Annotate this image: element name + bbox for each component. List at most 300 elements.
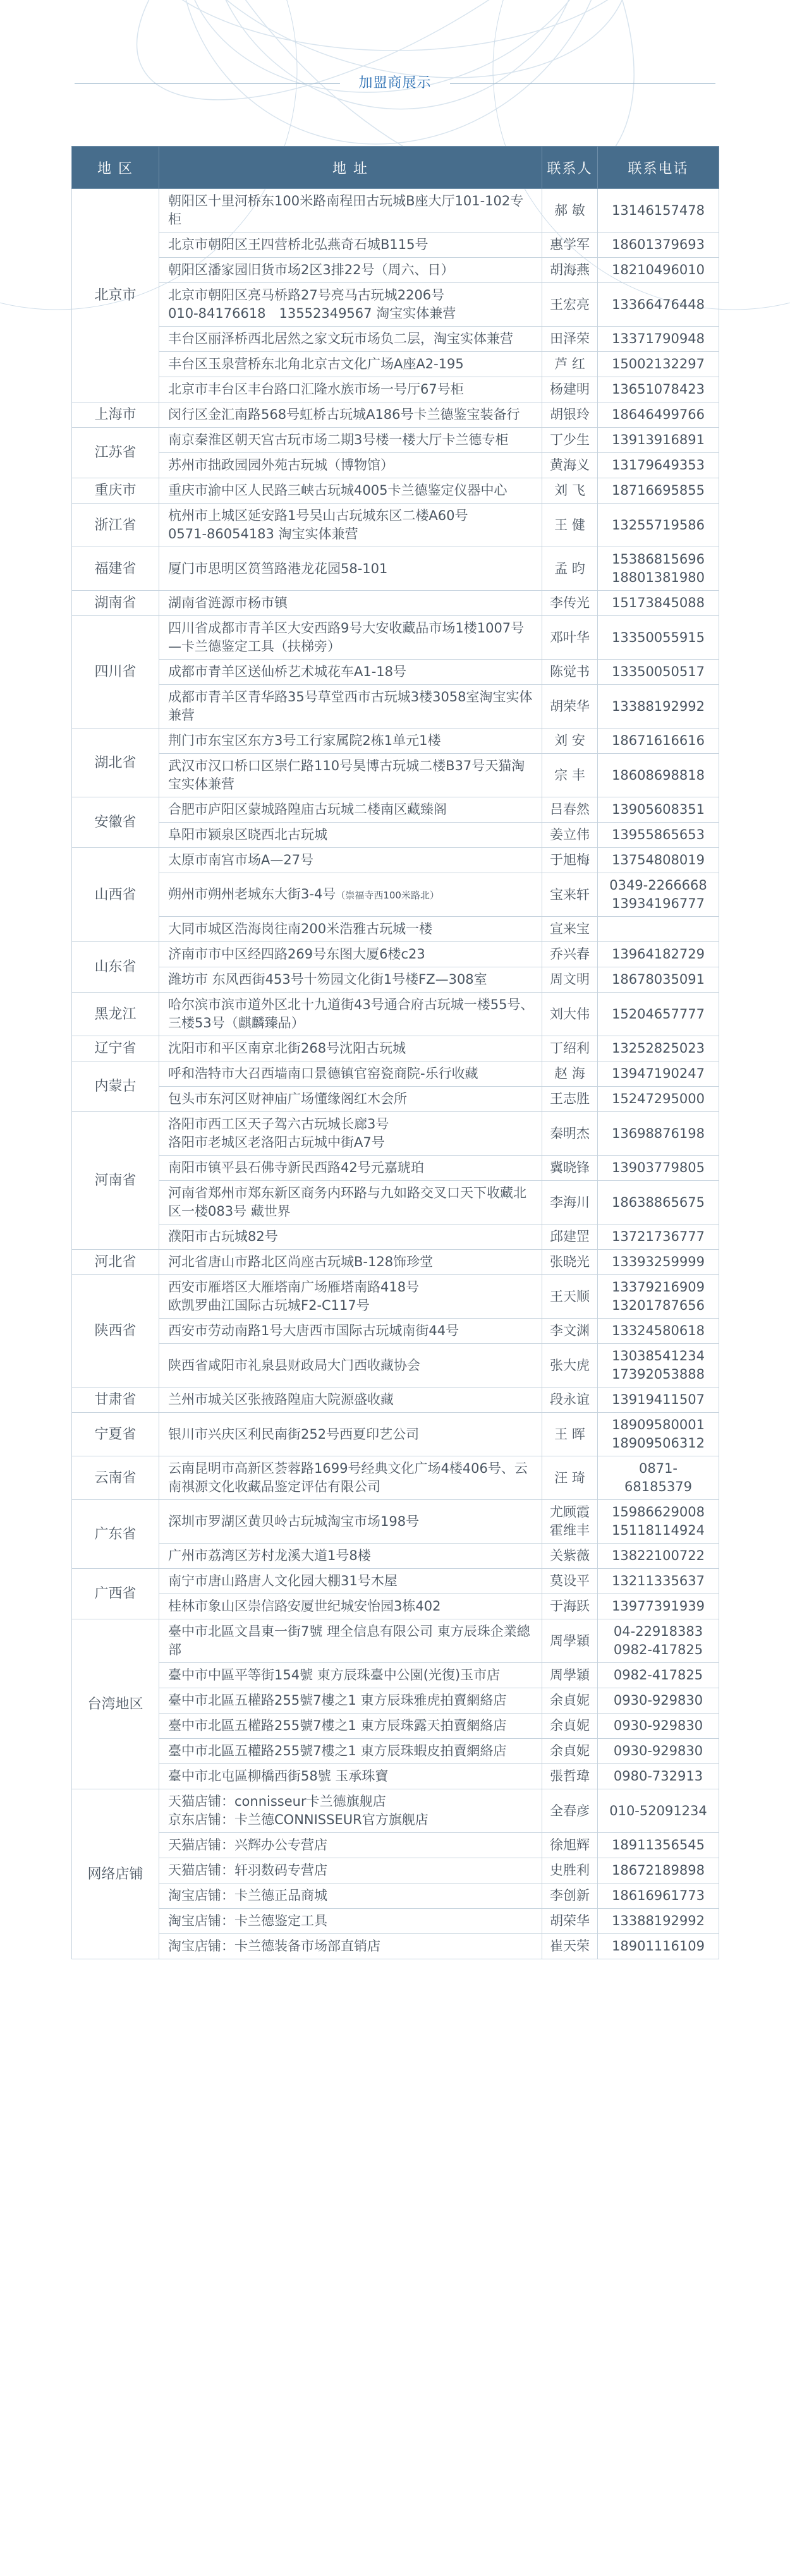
phone-cell (598, 1413, 719, 1456)
table-row (72, 1714, 719, 1739)
section-title (75, 71, 715, 96)
contact-cell: 吕春然 (542, 797, 598, 823)
phone-cell (598, 1739, 719, 1764)
phone-number: 0871- (638, 1461, 678, 1476)
address-cell (159, 327, 542, 352)
phone-number: 13754808019 (612, 852, 705, 868)
address-cell (159, 660, 542, 685)
phone-cell (598, 258, 719, 283)
phone-number: 13977391939 (612, 1599, 705, 1614)
address-cell (159, 1739, 542, 1764)
address-cell (159, 283, 542, 327)
address-line: 天猫店铺：兴辉办公专营店 (168, 1837, 327, 1853)
table-row (72, 1884, 719, 1909)
table-row (72, 547, 719, 591)
contact-cell: 周學穎 (542, 1663, 598, 1688)
phone-cell (598, 1764, 719, 1789)
address-cell (159, 1275, 542, 1319)
address-line: 兰州市城关区张掖路隍庙大院源盛收藏 (168, 1392, 394, 1407)
phone-number: 13388192992 (612, 698, 705, 714)
table-row (72, 797, 719, 823)
phone-number: 13371790948 (612, 331, 705, 346)
contact-cell: 李文渊 (542, 1319, 598, 1344)
address-line: 济南市市中区经四路269号东图大厦6楼c23 (168, 946, 425, 962)
phone-cell (598, 352, 719, 377)
table-row (72, 1594, 719, 1619)
table-row (72, 685, 719, 729)
address-cell (159, 428, 542, 453)
contact-cell: 王宏亮 (542, 283, 598, 327)
phone-number: 18638865675 (612, 1194, 705, 1210)
address-line: 北京市丰台区丰台路口汇隆水族市场一号厅67号柜 (168, 382, 464, 397)
address-cell (159, 1250, 542, 1275)
address-line: 河北省唐山市路北区尚座古玩城B-128饰珍堂 (168, 1254, 434, 1269)
title-divider-right (450, 83, 715, 84)
address-cell (159, 1087, 542, 1112)
phone-number: 13822100722 (612, 1548, 705, 1563)
contact-cell: 刘 安 (542, 729, 598, 754)
address-cell (159, 616, 542, 660)
table-row (72, 352, 719, 377)
address-line: 成都市青羊区青华路35号草堂西市古玩城3楼3058室淘宝实体兼营 (168, 689, 533, 723)
phone-cell (598, 848, 719, 873)
table-row (72, 1663, 719, 1688)
address-line: 丰台区玉泉营桥东北角北京古文化广场A座A2-195 (168, 356, 464, 372)
address-line: 沈阳市和平区南京北街268号沈阳古玩城 (168, 1041, 406, 1056)
phone-cell (598, 797, 719, 823)
table-row (72, 1544, 719, 1569)
phone-number: 13947190247 (612, 1066, 705, 1081)
address-line: 西安市雁塔区大雁塔南广场雁塔南路418号 (168, 1279, 420, 1295)
phone-number: 18671616616 (612, 733, 705, 748)
phone-cell (598, 1688, 719, 1714)
region-cell: 上海市 (72, 402, 159, 428)
address-line: 广州市荔湾区芳村龙溪大道1号8楼 (168, 1548, 371, 1563)
phone-cell (598, 1594, 719, 1619)
phone-number: 0930-929830 (613, 1718, 703, 1733)
address-cell (159, 1156, 542, 1181)
address-cell (159, 1319, 542, 1344)
table-row (72, 1456, 719, 1500)
contact-cell: 王 晖 (542, 1413, 598, 1456)
address-cell (159, 1594, 542, 1619)
table-row (72, 754, 719, 797)
table-row (72, 327, 719, 352)
contact-cell: 冀晓锋 (542, 1156, 598, 1181)
table-row (72, 1934, 719, 1959)
region-cell: 四川省 (72, 616, 159, 729)
phone-number: 18646499766 (612, 407, 705, 422)
address-line: 包头市东河区财神庙广场懂缘阁红木会所 (168, 1091, 407, 1106)
address-line: 天猫店铺：轩羽数码专营店 (168, 1863, 327, 1878)
phone-number: 13964182729 (612, 946, 705, 962)
table-row (72, 873, 719, 917)
address-cell (159, 823, 542, 848)
region-cell: 湖南省 (72, 591, 159, 616)
header-region: 地 区 (72, 147, 159, 189)
phone-cell (598, 1344, 719, 1388)
table-row (72, 1112, 719, 1156)
phone-number: 18716695855 (612, 483, 705, 498)
address-line: 杭州市上城区延安路1号吴山古玩城东区二楼A60号 (168, 508, 468, 523)
phone-number: 0982-417825 (613, 1667, 703, 1683)
phone-cell (598, 1884, 719, 1909)
phone-number: 18801381980 (612, 570, 705, 585)
phone-cell (598, 1909, 719, 1934)
address-line: 合肥市庐阳区蒙城路隍庙古玩城二楼南区藏臻阁 (168, 802, 447, 817)
address-cell (159, 1764, 542, 1789)
address-cell (159, 754, 542, 797)
phone-number: 13211335637 (612, 1573, 705, 1588)
phone-cell (598, 1544, 719, 1569)
phone-number: 13038541234 (612, 1348, 705, 1364)
address-line: 苏州市拙政园园外苑古玩城（博物馆） (168, 457, 394, 473)
address-line: 河南省郑州市郑东新区商务内环路与九如路交叉口天下收藏北区一楼083号 藏世界 (168, 1185, 526, 1219)
table-row (72, 1275, 719, 1319)
region-cell: 北京市 (72, 189, 159, 402)
contact-cell: 尤顾霞 霍维丰 (542, 1500, 598, 1544)
table-row (72, 1388, 719, 1413)
table-row (72, 1156, 719, 1181)
address-line: 丰台区丽泽桥西北居然之家文玩市场负二层，淘宝实体兼营 (168, 331, 513, 346)
contact-cell: 王天顺 (542, 1275, 598, 1319)
address-line: 臺中市中區平等街154號 東方辰珠臺中公園(光復)玉市店 (168, 1667, 501, 1683)
table-row (72, 1858, 719, 1884)
phone-cell (598, 823, 719, 848)
address-line: 臺中市北屯區柳橋西街58號 玉承珠寶 (168, 1769, 389, 1784)
address-cell (159, 1413, 542, 1456)
address-line: 成都市青羊区送仙桥艺术城花车A1-18号 (168, 664, 407, 679)
phone-number: 13903779805 (612, 1160, 705, 1175)
contact-cell: 莫设平 (542, 1569, 598, 1594)
phone-number: 18608698818 (612, 767, 705, 783)
region-cell: 云南省 (72, 1456, 159, 1500)
phone-number: 13955865653 (612, 827, 705, 842)
phone-cell (598, 283, 719, 327)
phone-number: 13324580618 (612, 1323, 705, 1338)
address-line: 南宁市唐山路唐人文化园大棚31号木屋 (168, 1573, 398, 1588)
address-line: 臺中市北區五權路255號7樓之1 東方辰珠蝦皮拍賣網絡店 (168, 1743, 507, 1758)
table-row (72, 967, 719, 993)
address-line: 朔州市朔州老城东大街3-4号 (168, 886, 336, 902)
phone-number: 0980-732913 (613, 1769, 703, 1784)
phone-cell (598, 993, 719, 1036)
phone-cell (598, 478, 719, 504)
contact-cell: 张晓光 (542, 1250, 598, 1275)
contact-cell: 胡荣华 (542, 1909, 598, 1934)
table-row (72, 1739, 719, 1764)
phone-number: 18601379693 (612, 237, 705, 252)
decorative-arc (130, 0, 660, 51)
address-line: 臺中市北區文昌東一街7號 理全信息有限公司 東方辰珠企業總部 (168, 1624, 530, 1657)
address-cell (159, 1112, 542, 1156)
phone-number: 15386815696 (612, 552, 705, 567)
contact-cell: 黄海义 (542, 453, 598, 478)
table-row (72, 1569, 719, 1594)
address-cell (159, 189, 542, 233)
address-cell (159, 1663, 542, 1688)
table-header-row (72, 147, 719, 189)
contact-cell: 刘大伟 (542, 993, 598, 1036)
table-row (72, 616, 719, 660)
address-line: 四川省成都市青羊区大安西路9号大安收藏品市场1楼1007号—卡兰德鉴定工具（扶梯旁） (168, 620, 525, 654)
address-line: 潍坊市 东风西街453号十笏园文化街1号楼FZ—308室 (168, 972, 487, 987)
phone-number: 13350050517 (612, 664, 705, 679)
address-cell (159, 1884, 542, 1909)
address-cell (159, 797, 542, 823)
phone-number: 15986629008 (612, 1504, 705, 1520)
table-row (72, 1789, 719, 1833)
table-row (72, 283, 719, 327)
address-line: 淘宝店铺：卡兰德鉴定工具 (168, 1913, 327, 1928)
address-line: 洛阳市老城区老洛阳古玩城中街A7号 (168, 1135, 385, 1150)
phone-number: 13393259999 (612, 1254, 705, 1269)
address-line: 010-84176618 13552349567 淘宝实体兼营 (168, 306, 456, 321)
phone-number: 13350055915 (612, 629, 705, 645)
region-cell: 山西省 (72, 848, 159, 942)
phone-cell (598, 504, 719, 547)
region-cell: 台湾地区 (72, 1619, 159, 1789)
table-row (72, 1036, 719, 1061)
address-cell (159, 591, 542, 616)
contact-cell: 于海跃 (542, 1594, 598, 1619)
phone-cell (598, 1789, 719, 1833)
contact-cell: 田泽荣 (542, 327, 598, 352)
address-cell (159, 1909, 542, 1934)
phone-cell (598, 1112, 719, 1156)
phone-cell (598, 327, 719, 352)
table-row (72, 1833, 719, 1858)
contact-cell: 芦 红 (542, 352, 598, 377)
phone-cell (598, 1833, 719, 1858)
phone-number: 13201787656 (612, 1298, 705, 1313)
address-cell (159, 1456, 542, 1500)
address-line: 呼和浩特市大召西墙南口景德镇官窑瓷商院-乐行收藏 (168, 1066, 478, 1081)
address-line: 闵行区金汇南路568号虹桥古玩城A186号卡兰德鉴宝装备行 (168, 407, 520, 422)
phone-cell (598, 729, 719, 754)
phone-number: 13179649353 (612, 457, 705, 473)
phone-cell (598, 547, 719, 591)
table-row (72, 1688, 719, 1714)
address-line: 桂林市象山区崇信路安厦世纪城安怡园3栋402 (168, 1599, 441, 1614)
address-cell (159, 1934, 542, 1959)
phone-cell (598, 1087, 719, 1112)
address-line: 0571-86054183 淘宝实体兼营 (168, 526, 358, 541)
address-line: 银川市兴庆区利民南街252号西夏印艺公司 (168, 1426, 420, 1442)
phone-number: 18911356545 (612, 1837, 705, 1853)
address-line: 洛阳市西工区天子驾六古玩城长廊3号 (168, 1116, 389, 1132)
contact-cell: 于旭梅 (542, 848, 598, 873)
table-row (72, 1181, 719, 1225)
contact-cell: 姜立伟 (542, 823, 598, 848)
phone-cell (598, 453, 719, 478)
contact-cell: 周文明 (542, 967, 598, 993)
region-cell: 福建省 (72, 547, 159, 591)
phone-number: 18909580001 (612, 1417, 705, 1432)
phone-cell (598, 189, 719, 233)
phone-number: 13934196777 (612, 896, 705, 911)
contact-cell: 王 健 (542, 504, 598, 547)
address-line: 北京市朝阳区王四营桥北弘燕奇石城B115号 (168, 237, 428, 252)
phone-number: 68185379 (624, 1479, 692, 1494)
contact-cell: 邓叶华 (542, 616, 598, 660)
table-row (72, 478, 719, 504)
region-cell: 湖北省 (72, 729, 159, 797)
contact-cell: 張哲瑋 (542, 1764, 598, 1789)
region-cell: 甘肃省 (72, 1388, 159, 1413)
address-note: （崇福寺西100米路北） (336, 889, 439, 901)
address-cell (159, 1544, 542, 1569)
phone-cell (598, 1061, 719, 1087)
region-cell: 重庆市 (72, 478, 159, 504)
contact-cell: 余貞妮 (542, 1688, 598, 1714)
phone-cell (598, 377, 719, 402)
phone-number: 13913916891 (612, 432, 705, 447)
phone-cell (598, 1456, 719, 1500)
region-cell: 安徽省 (72, 797, 159, 848)
contact-cell: 胡荣华 (542, 685, 598, 729)
address-cell (159, 1036, 542, 1061)
address-line: 武汉市汉口桥口区崇仁路110号昊博古玩城二楼B37号天猫淘宝实体兼营 (168, 758, 525, 792)
phone-cell (598, 1275, 719, 1319)
phone-cell (598, 402, 719, 428)
phone-cell (598, 1250, 719, 1275)
address-line: 湖南省涟源市杨市镇 (168, 595, 288, 610)
address-line: 臺中市北區五權路255號7樓之1 東方辰珠雅虎拍賣網絡店 (168, 1693, 507, 1708)
decorative-arc (145, 0, 645, 138)
phone-cell (598, 1225, 719, 1250)
table-row (72, 1319, 719, 1344)
phone-number: 17392053888 (612, 1367, 705, 1382)
phone-number: 18210496010 (612, 262, 705, 277)
contact-cell: 张大虎 (542, 1344, 598, 1388)
address-cell (159, 1388, 542, 1413)
phone-cell (598, 1319, 719, 1344)
contact-cell: 段永谊 (542, 1388, 598, 1413)
region-cell: 内蒙古 (72, 1061, 159, 1112)
address-cell (159, 967, 542, 993)
phone-number: 04-22918383 (613, 1624, 703, 1639)
contact-cell: 周學穎 (542, 1619, 598, 1663)
contact-cell: 全春彦 (542, 1789, 598, 1833)
address-cell (159, 478, 542, 504)
table-row (72, 1500, 719, 1544)
table-row (72, 1413, 719, 1456)
phone-cell (598, 1500, 719, 1544)
contact-cell: 郝 敏 (542, 189, 598, 233)
phone-number: 13721736777 (612, 1229, 705, 1244)
address-line: 南京秦淮区朝天宫古玩市场二期3号楼一楼大厅卡兰德专柜 (168, 432, 509, 447)
phone-cell (598, 591, 719, 616)
address-cell (159, 453, 542, 478)
table-row (72, 402, 719, 428)
table-row (72, 591, 719, 616)
address-cell (159, 1344, 542, 1388)
contact-cell: 乔兴春 (542, 942, 598, 967)
address-line: 厦门市思明区筼筜路港龙花园58-101 (168, 560, 388, 576)
address-cell (159, 1833, 542, 1858)
contact-cell: 李创新 (542, 1884, 598, 1909)
phone-number: 15002132297 (612, 356, 705, 372)
table-row (72, 1619, 719, 1663)
phone-number: 0930-929830 (613, 1743, 703, 1758)
table-row (72, 729, 719, 754)
header-contact: 联系人 (542, 147, 598, 189)
table-row (72, 1087, 719, 1112)
phone-number: 13252825023 (612, 1041, 705, 1056)
contact-cell: 胡海燕 (542, 258, 598, 283)
phone-number: 13698876198 (612, 1125, 705, 1141)
header-address: 地 址 (159, 147, 542, 189)
contact-cell: 王志胜 (542, 1087, 598, 1112)
address-line: 朝阳区潘家园旧货市场2区3排22号（周六、日） (168, 262, 454, 277)
table-row (72, 1344, 719, 1388)
phone-number: 18616961773 (612, 1888, 705, 1903)
contact-cell: 徐旭辉 (542, 1833, 598, 1858)
address-cell (159, 873, 542, 917)
phone-number: 13388192992 (612, 1913, 705, 1928)
phone-number: 13919411507 (612, 1392, 705, 1407)
phone-cell (598, 1569, 719, 1594)
table-row (72, 258, 719, 283)
phone-cell (598, 1181, 719, 1225)
table-row (72, 1250, 719, 1275)
contact-cell: 陈觉书 (542, 660, 598, 685)
address-line: 臺中市北區五權路255號7樓之1 東方辰珠露天拍賣網絡店 (168, 1718, 507, 1733)
contact-cell: 余貞妮 (542, 1739, 598, 1764)
phone-number: 010-52091234 (609, 1803, 707, 1818)
region-cell: 黑龙江 (72, 993, 159, 1036)
contact-cell: 宣来宝 (542, 917, 598, 942)
address-line: 哈尔滨市滨市道外区北十九道街43号通合府古玩城一楼55号、三楼53号（麒麟臻品） (168, 997, 534, 1031)
contact-cell: 赵 海 (542, 1061, 598, 1087)
address-cell (159, 685, 542, 729)
contact-cell: 胡银玲 (542, 402, 598, 428)
address-line: 淘宝店铺：卡兰德装备市场部直销店 (168, 1938, 380, 1954)
phone-cell (598, 685, 719, 729)
table-row (72, 1764, 719, 1789)
phone-cell (598, 233, 719, 258)
phone-cell (598, 1156, 719, 1181)
contact-cell: 关紫薇 (542, 1544, 598, 1569)
table-row (72, 993, 719, 1036)
phone-cell (598, 428, 719, 453)
phone-cell (598, 1619, 719, 1663)
address-cell (159, 1569, 542, 1594)
contact-cell: 秦明杰 (542, 1112, 598, 1156)
phone-number: 13905608351 (612, 802, 705, 817)
address-cell (159, 377, 542, 402)
address-cell (159, 402, 542, 428)
address-cell (159, 942, 542, 967)
contact-cell: 杨建明 (542, 377, 598, 402)
phone-number: 18672189898 (612, 1863, 705, 1878)
table-row (72, 189, 719, 233)
phone-number: 13146157478 (612, 202, 705, 218)
phone-cell (598, 1388, 719, 1413)
region-cell: 广东省 (72, 1500, 159, 1569)
table-row (72, 377, 719, 402)
phone-number: 13379216909 (612, 1279, 705, 1295)
address-line: 重庆市渝中区人民路三峡古玩城4005卡兰德鉴定仪器中心 (168, 483, 507, 498)
address-cell (159, 1714, 542, 1739)
address-line: 西安市劳动南路1号大唐西市国际古玩城南街44号 (168, 1323, 459, 1338)
contact-cell: 宗 丰 (542, 754, 598, 797)
contact-cell: 宝来轩 (542, 873, 598, 917)
phone-number: 13651078423 (612, 382, 705, 397)
address-line: 朝阳区十里河桥东100米路南程田古玩城B座大厅101-102专柜 (168, 193, 524, 227)
address-cell (159, 917, 542, 942)
